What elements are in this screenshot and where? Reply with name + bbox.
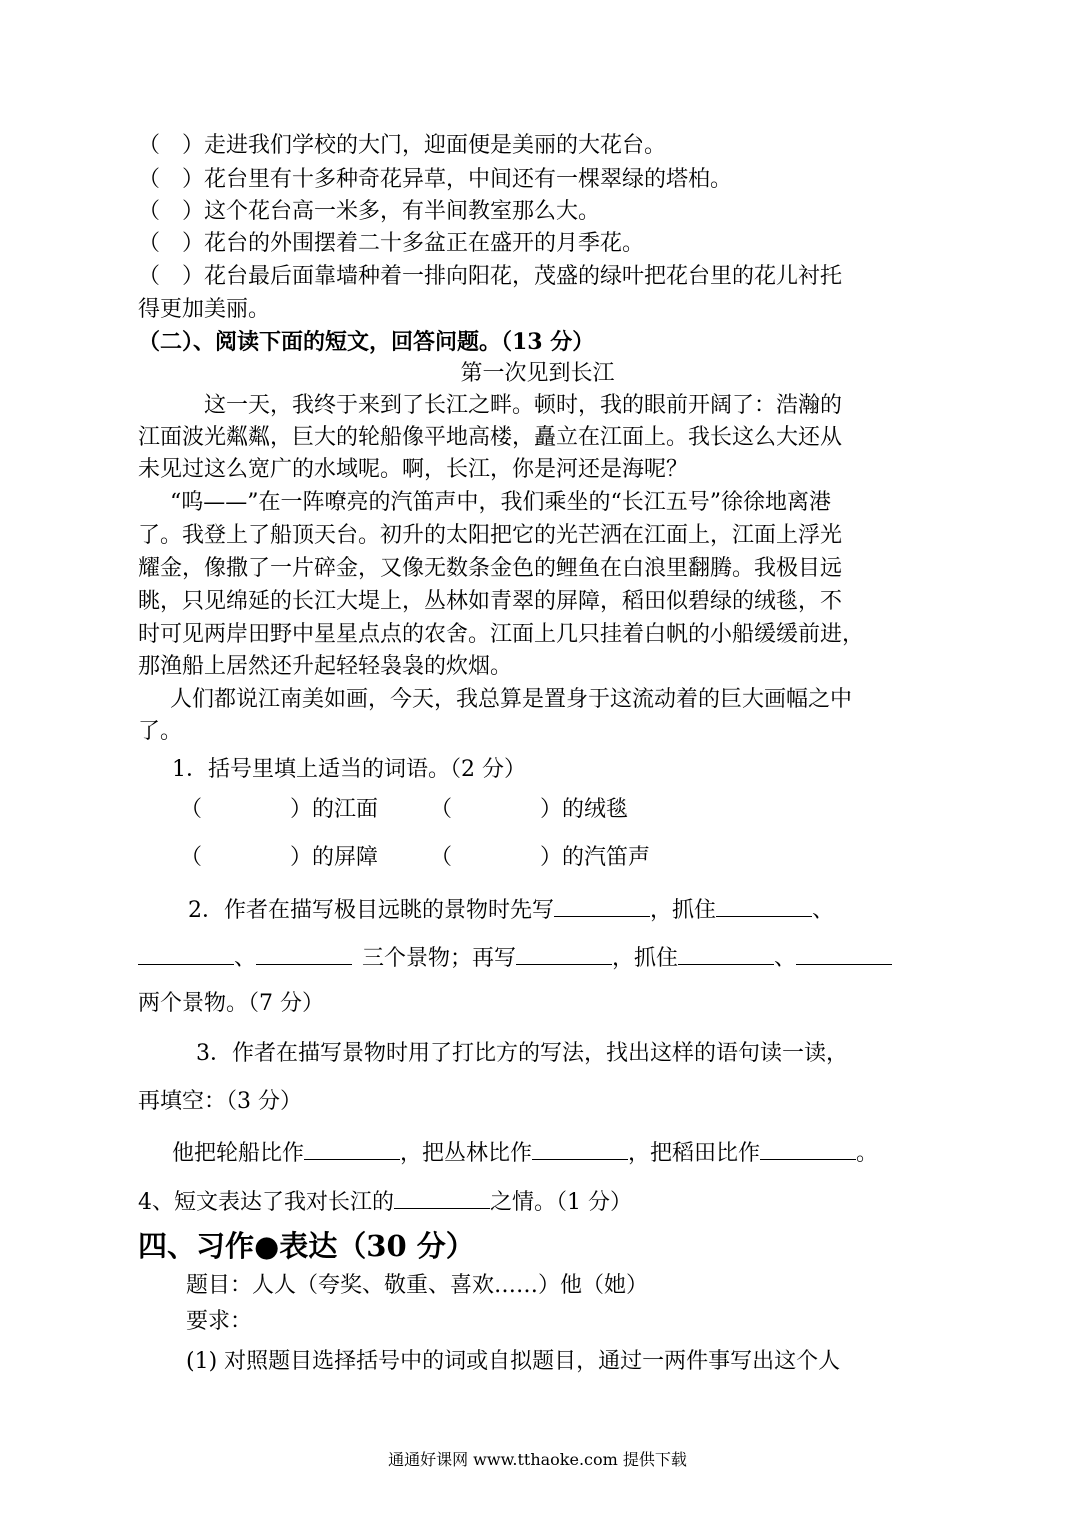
q3-text: 。 <box>856 1141 879 1166</box>
page-footer: 通通好课网 www.tthaoke.com 提供下载 <box>388 1450 687 1469</box>
passage-line: 未见过这么宽广的水域呢。啊，长江，你是河还是海呢？ <box>138 457 689 482</box>
passage-line: 时可见两岸田野中星星点点的农舍。江面上几只挂着白帆的小船缓缓前进， <box>138 622 865 647</box>
question-1-blank: （ ）的汽笛声 <box>430 845 651 870</box>
question-2-line-3: 两个景物。（7 分） <box>138 991 324 1016</box>
passage-line: 那渔船上居然还升起轻轻袅袅的炊烟。 <box>138 654 513 679</box>
question-1-blank: （ ）的屏障 <box>180 845 379 870</box>
q2-text: ，抓住 <box>612 946 679 971</box>
q3-blank[interactable] <box>532 1135 628 1160</box>
ordering-item-3: （ ）这个花台高一米多，有半间教室那么大。 <box>138 199 601 224</box>
q2-blank[interactable] <box>678 940 774 965</box>
ordering-item-4: （ ）花台的外围摆着二十多盆正在盛开的月季花。 <box>138 231 645 256</box>
passage-line: 了。 <box>138 719 183 744</box>
q2-blank[interactable] <box>716 892 812 917</box>
section-two-heading: （二）、阅读下面的短文，回答问题。（13 分） <box>138 329 595 355</box>
q2-blank[interactable] <box>256 940 352 965</box>
question-3-line-2: 再填空：（3 分） <box>138 1089 302 1114</box>
q2-text: 、 <box>812 898 835 923</box>
passage-title: 第一次见到长江 <box>460 361 615 386</box>
q3-blank[interactable] <box>760 1135 856 1160</box>
ordering-item-5: （ ）花台最后面靠墙种着一排向阳花，茂盛的绿叶把花台里的花儿衬托 <box>138 264 843 289</box>
passage-line: “呜——”在一阵嘹亮的汽笛声中，我们乘坐的“长江五号”徐徐地离港 <box>170 490 831 515</box>
q3-blank[interactable] <box>304 1135 400 1160</box>
passage-line: 眺，只见绵延的长江大堤上，丛林如青翠的屏障，稻田似碧绿的绒毯，不 <box>138 589 843 614</box>
q2-blank[interactable] <box>796 940 892 965</box>
q2-text: 2．作者在描写极目远眺的景物时先写 <box>188 898 554 923</box>
q2-blank[interactable] <box>138 940 234 965</box>
passage-line: 这一天，我终于来到了长江之畔。顿时，我的眼前开阔了：浩瀚的 <box>204 393 843 418</box>
q2-text: 三个景物；再写 <box>362 946 517 971</box>
passage-line: 人们都说江南美如画，今天，我总算是置身于这流动着的巨大画幅之中 <box>170 687 853 712</box>
question-2-line-2 <box>138 940 938 975</box>
q4-blank[interactable] <box>394 1184 490 1209</box>
q2-text: 、 <box>234 946 257 971</box>
writing-topic: 题目：人人（夸奖、敬重、喜欢……）他（她） <box>186 1273 649 1298</box>
q2-blank[interactable] <box>516 940 612 965</box>
q2-text: 、 <box>774 946 797 971</box>
question-1-blank: （ ）的绒毯 <box>430 797 629 822</box>
question-2-line-1 <box>188 892 988 927</box>
q4-text: 4、短文表达了我对长江的 <box>138 1190 394 1215</box>
passage-line: 江面波光粼粼，巨大的轮船像平地高楼，矗立在江面上。我长这么大还从 <box>138 425 843 450</box>
q2-blank[interactable] <box>554 892 650 917</box>
question-1-blank: （ ）的江面 <box>180 797 379 822</box>
passage-line: 耀金，像撒了一片碎金，又像无数条金色的鲤鱼在白浪里翻腾。我极目远 <box>138 556 843 581</box>
q3-text: ，把丛林比作 <box>400 1141 533 1166</box>
question-4 <box>138 1184 938 1219</box>
ordering-item-1: （ ）走进我们学校的大门，迎面便是美丽的大花台。 <box>138 133 667 158</box>
question-1-text: 1．括号里填上适当的词语。（2 分） <box>172 757 526 782</box>
section-four-heading: 四、习作●表达（30 分） <box>138 1229 475 1263</box>
q3-text: 他把轮船比作 <box>172 1141 305 1166</box>
q4-text: 之情。（1 分） <box>490 1190 632 1215</box>
ordering-item-5-cont: 得更加美丽。 <box>138 297 271 322</box>
q2-text: ，抓住 <box>650 898 717 923</box>
question-3-line-3 <box>172 1135 972 1170</box>
writing-requirements-label: 要求： <box>186 1309 253 1334</box>
question-3-line-1: 3．作者在描写景物时用了打比方的写法，找出这样的语句读一读， <box>196 1041 848 1066</box>
writing-requirement-1: (1) 对照题目选择括号中的词或自拟题目，通过一两件事写出这个人 <box>186 1349 841 1374</box>
passage-line: 了。我登上了船顶天台。初升的太阳把它的光芒洒在江面上，江面上浮光 <box>138 523 843 548</box>
q3-text: ，把稻田比作 <box>628 1141 761 1166</box>
ordering-item-2: （ ）花台里有十多种奇花异草，中间还有一棵翠绿的塔柏。 <box>138 167 733 192</box>
